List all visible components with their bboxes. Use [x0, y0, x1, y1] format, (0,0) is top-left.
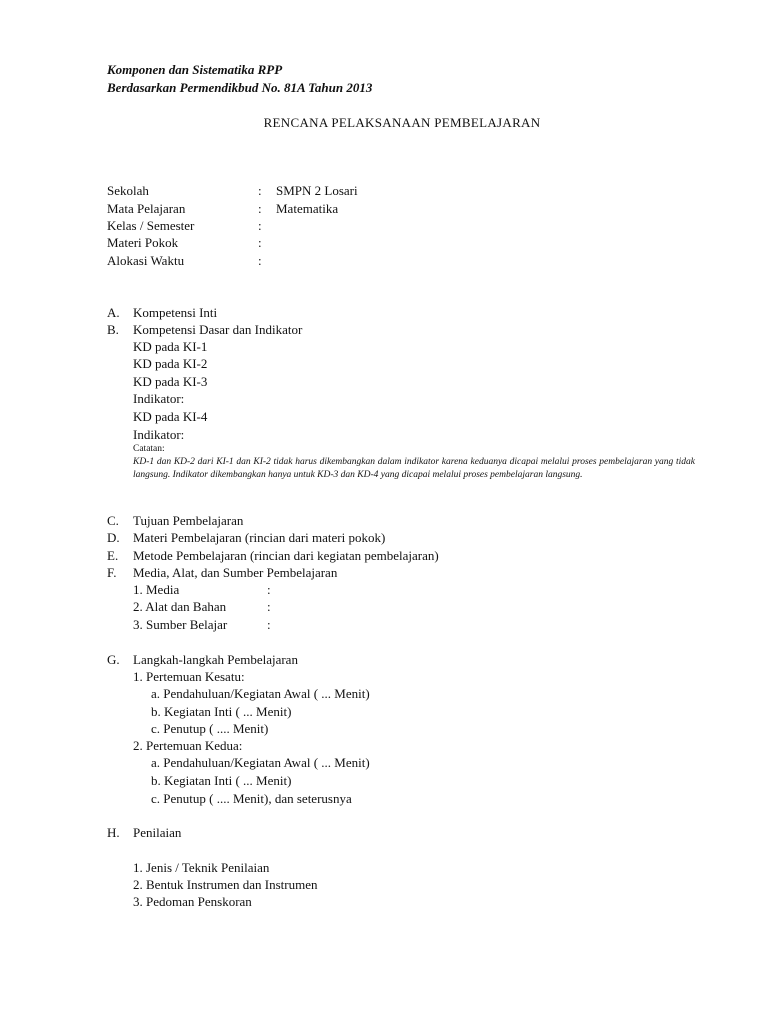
list-item: b. Kegiatan Inti ( ... Menit): [151, 704, 292, 719]
identity-colon: :: [258, 253, 262, 268]
section-title: Materi Pembelajaran (rincian dari materi pokok): [133, 530, 386, 545]
section-title: Media, Alat, dan Sumber Pembelajaran: [133, 565, 338, 580]
list-item: a. Pendahuluan/Kegiatan Awal ( ... Menit): [151, 686, 370, 701]
list-item: Indikator:: [133, 427, 185, 442]
list-item: KD pada KI-3: [133, 374, 208, 389]
identity-label: Kelas / Semester: [107, 218, 195, 233]
list-item: KD pada KI-1: [133, 339, 208, 354]
identity-colon: :: [258, 183, 262, 198]
identity-colon: :: [258, 218, 262, 233]
header-line-2: Berdasarkan Permendikbud No. 81A Tahun 2013: [107, 80, 373, 95]
identity-label: Alokasi Waktu: [107, 253, 185, 268]
list-item: c. Penutup ( .... Menit), dan seterusnya: [151, 791, 352, 806]
section-marker: D.: [107, 530, 120, 545]
list-item-colon: :: [267, 599, 271, 614]
note-label: Catatan:: [133, 444, 165, 454]
list-item: 3. Sumber Belajar: [133, 617, 228, 632]
list-item: KD pada KI-4: [133, 409, 208, 424]
list-item: 1. Media: [133, 582, 180, 597]
header-line-1: Komponen dan Sistematika RPP: [107, 62, 283, 77]
section-title: Penilaian: [133, 825, 182, 840]
section-title: Langkah-langkah Pembelajaran: [133, 652, 298, 667]
list-item: 2. Alat dan Bahan: [133, 599, 227, 614]
list-item: b. Kegiatan Inti ( ... Menit): [151, 773, 292, 788]
list-item: 3. Pedoman Penskoran: [133, 894, 252, 909]
list-item: a. Pendahuluan/Kegiatan Awal ( ... Menit): [151, 755, 370, 770]
meeting-label: 2. Pertemuan Kedua:: [133, 738, 243, 753]
identity-label: Mata Pelajaran: [107, 201, 186, 216]
list-item-colon: :: [267, 617, 271, 632]
section-title: Tujuan Pembelajaran: [133, 513, 244, 528]
list-item: 1. Jenis / Teknik Penilaian: [133, 860, 270, 875]
section-marker: G.: [107, 652, 120, 667]
identity-label: Sekolah: [107, 183, 149, 198]
identity-colon: :: [258, 201, 262, 216]
list-item: 2. Bentuk Instrumen dan Instrumen: [133, 877, 318, 892]
meeting-label: 1. Pertemuan Kesatu:: [133, 669, 245, 684]
section-title: Kompetensi Inti: [133, 305, 218, 320]
list-item: KD pada KI-2: [133, 356, 208, 371]
section-title: Kompetensi Dasar dan Indikator: [133, 322, 303, 337]
identity-label: Materi Pokok: [107, 235, 179, 250]
list-item-colon: :: [267, 582, 271, 597]
section-marker: A.: [107, 305, 120, 320]
list-item: c. Penutup ( .... Menit): [151, 721, 269, 736]
identity-colon: :: [258, 235, 262, 250]
section-marker: F.: [107, 565, 117, 580]
identity-value: SMPN 2 Losari: [276, 183, 358, 198]
section-marker: E.: [107, 548, 119, 563]
section-marker: C.: [107, 513, 119, 528]
section-title: Metode Pembelajaran (rincian dari kegiatan pembelajaran): [133, 548, 439, 563]
document-title: RENCANA PELAKSANAAN PEMBELAJARAN: [263, 115, 541, 130]
list-item: Indikator:: [133, 391, 185, 406]
identity-value: Matematika: [276, 201, 339, 216]
section-marker: B.: [107, 322, 119, 337]
section-marker: H.: [107, 825, 120, 840]
note-text: KD-1 dan KD-2 dari KI-1 dan KI-2 tidak harus dikembangkan dalam indikator karena keduanya dicapai melalui proses pembelajaran yang tidak langsung. Indikator dikembangkan hanya untuk KD-3 dan KD-4 yang dicapai melalui proses pembelajaran langsung.: [133, 457, 695, 481]
